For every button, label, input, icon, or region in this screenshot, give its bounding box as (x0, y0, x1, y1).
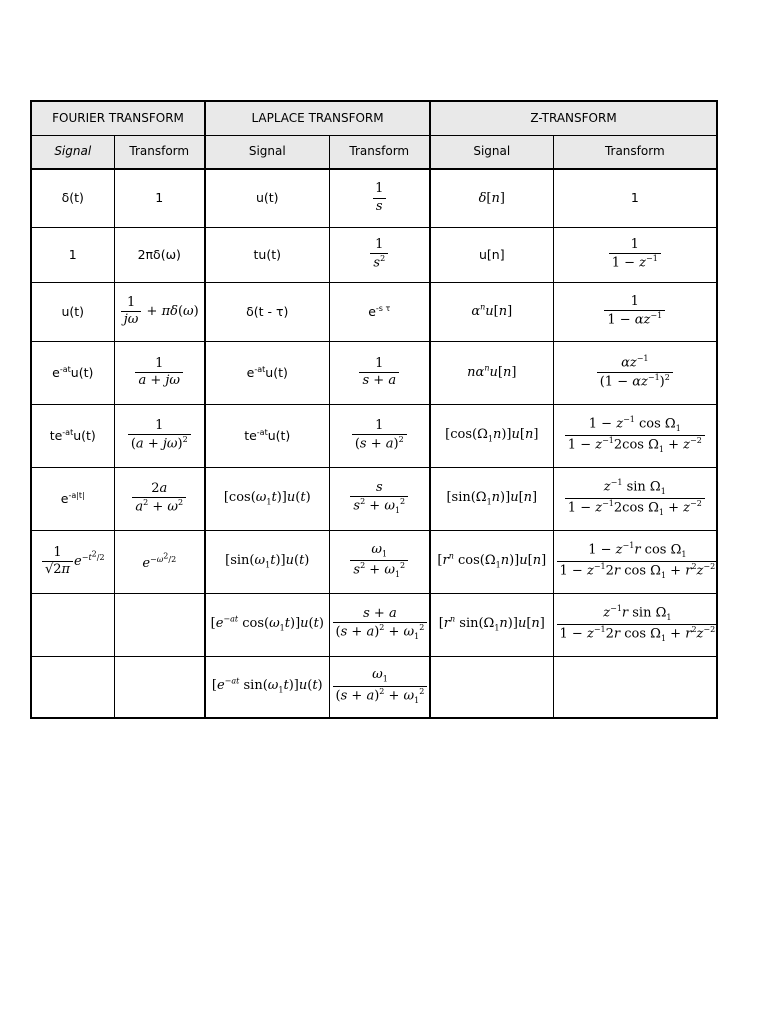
fourier-signal-cell: $e^{-a|t|}$ (31, 467, 114, 530)
z-transform-cell: $\frac{z^{-1}r \sin \Omega_1}{1 - z^{-1}2r \cos \Omega_1 + r^2z^{-2}}$ (553, 593, 717, 656)
fourier-transform-cell (114, 656, 205, 718)
z-signal-cell: u[n] (430, 227, 553, 282)
fourier-signal-cell: $e^{-at}u(t)$ (31, 341, 114, 404)
table-row (31, 169, 717, 227)
z-signal-cell: $n\alpha^nu[n]$ (430, 341, 553, 404)
z-transform-cell: $\frac{1 - z^{-1}r \cos \Omega_1}{1 - z^{-1}2r \cos \Omega_1 + r^2z^{-2}}$ (553, 530, 717, 593)
fourier-transform-cell: 1 (114, 169, 205, 227)
fourier-signal-cell: 1 (31, 227, 114, 282)
table-row (31, 227, 717, 282)
fourier-signal-cell (31, 593, 114, 656)
laplace-transform-cell: $e^{-s \tau}$ (329, 282, 430, 341)
fourier-signal-cell: $\frac{1}{√2\pi}$ $e^{-t^2/2}$ (31, 530, 114, 593)
laplace-signal-cell: tu(t) (205, 227, 329, 282)
table-row (31, 530, 717, 593)
z-transform-cell: $\frac{1}{1 - z^{-1}}$ (553, 227, 717, 282)
laplace-signal-cell: δ(t - τ) (205, 282, 329, 341)
z-transform-header: Z-TRANSFORM (430, 101, 717, 136)
fourier-signal-cell: u(t) (31, 282, 114, 341)
transform-table (30, 100, 718, 719)
laplace-signal-header: Signal (205, 136, 329, 170)
laplace-transform-cell: $\frac{1}{s^2}$ (329, 227, 430, 282)
laplace-transform-cell: $\frac{1}{(s + a)^2}$ (329, 404, 430, 467)
z-signal-cell: [$r^n$ $\cos(\Omega_1n)]u[n]$ (430, 530, 553, 593)
table-row (31, 341, 717, 404)
laplace-transform-header: Transform (329, 136, 430, 170)
laplace-signal-cell: [$e^{-at}$ $\cos(\omega_1t)]u(t)$ (205, 593, 329, 656)
laplace-signal-cell: u(t) (205, 169, 329, 227)
laplace-transform-cell: $\frac{\omega_1}{(s + a)^2 + \omega_1^2}$ (329, 656, 430, 718)
z-transform-cell: $\frac{1 - z^{-1} \cos \Omega_1}{1 - z^{-1}2\cos \Omega_1 + z^{-2}}$ (553, 404, 717, 467)
laplace-signal-cell: $[\cos(\omega_1t)]u(t)$ (205, 467, 329, 530)
fourier-signal-cell: δ(t) (31, 169, 114, 227)
table-row (31, 467, 717, 530)
laplace-header: LAPLACE TRANSFORM (205, 101, 430, 136)
laplace-transform-cell: $\frac{1}{s}$ (329, 169, 430, 227)
table-row (31, 593, 717, 656)
z-transform-cell: 1 (553, 169, 717, 227)
table-row (31, 282, 717, 341)
z-transform-col-header: Transform (553, 136, 717, 170)
fourier-transform-header: Transform (114, 136, 205, 170)
laplace-transform-cell: $\frac{\omega_1}{s^2 + \omega_1^2}$ (329, 530, 430, 593)
fourier-transform-cell: $\frac{1}{j\omega}$ + πδ(ω) (114, 282, 205, 341)
fourier-signal-cell (31, 656, 114, 718)
table-row (31, 404, 717, 467)
z-signal-cell (430, 656, 553, 718)
z-signal-header: Signal (430, 136, 553, 170)
laplace-signal-cell: $[\sin(\omega_1t)]u(t)$ (205, 530, 329, 593)
laplace-transform-cell: $\frac{1}{s + a}$ (329, 341, 430, 404)
z-signal-cell: $[\sin(\Omega_1n)]u[n]$ (430, 467, 553, 530)
fourier-transform-cell: 2πδ(ω) (114, 227, 205, 282)
fourier-transform-cell: $\frac{2a}{a^2 + \omega^2}$ (114, 467, 205, 530)
laplace-transform-cell: $\frac{s + a}{(s + a)^2 + \omega_1^2}$ (329, 593, 430, 656)
fourier-transform-cell: $\frac{1}{(a + j\omega)^2}$ (114, 404, 205, 467)
fourier-signal-header: Signal (31, 136, 114, 170)
z-signal-cell: $[\cos(\Omega_1n)]u[n]$ (430, 404, 553, 467)
z-transform-cell (553, 656, 717, 718)
fourier-transform-cell (114, 593, 205, 656)
z-transform-cell: $\frac{1}{1 - \alpha z^{-1}}$ (553, 282, 717, 341)
z-transform-cell: $\frac{\alpha z^{-1}}{(1 - \alpha z^{-1})^2}$ (553, 341, 717, 404)
z-signal-cell: $\alpha^nu[n]$ (430, 282, 553, 341)
z-signal-cell: [$r^n$ $\sin(\Omega_1n)]u[n]$ (430, 593, 553, 656)
fourier-transform-cell: $e^{-\omega^2/2}$ (114, 530, 205, 593)
fourier-transform-cell: $\frac{1}{a + j\omega}$ (114, 341, 205, 404)
table-row (31, 656, 717, 718)
laplace-signal-cell: $e^{-at}u(t)$ (205, 341, 329, 404)
laplace-transform-cell: $\frac{s}{s^2 + \omega_1^2}$ (329, 467, 430, 530)
z-transform-cell: $\frac{z^{-1} \sin \Omega_1}{1 - z^{-1}2\cos \Omega_1 + z^{-2}}$ (553, 467, 717, 530)
fourier-header: FOURIER TRANSFORM (31, 101, 205, 136)
fourier-signal-cell: $te^{-at}u(t)$ (31, 404, 114, 467)
z-signal-cell: δ[n] (430, 169, 553, 227)
laplace-signal-cell: $te^{-at}u(t)$ (205, 404, 329, 467)
laplace-signal-cell: [$e^{-at}$ $\sin(\omega_1t)]u(t)$ (205, 656, 329, 718)
